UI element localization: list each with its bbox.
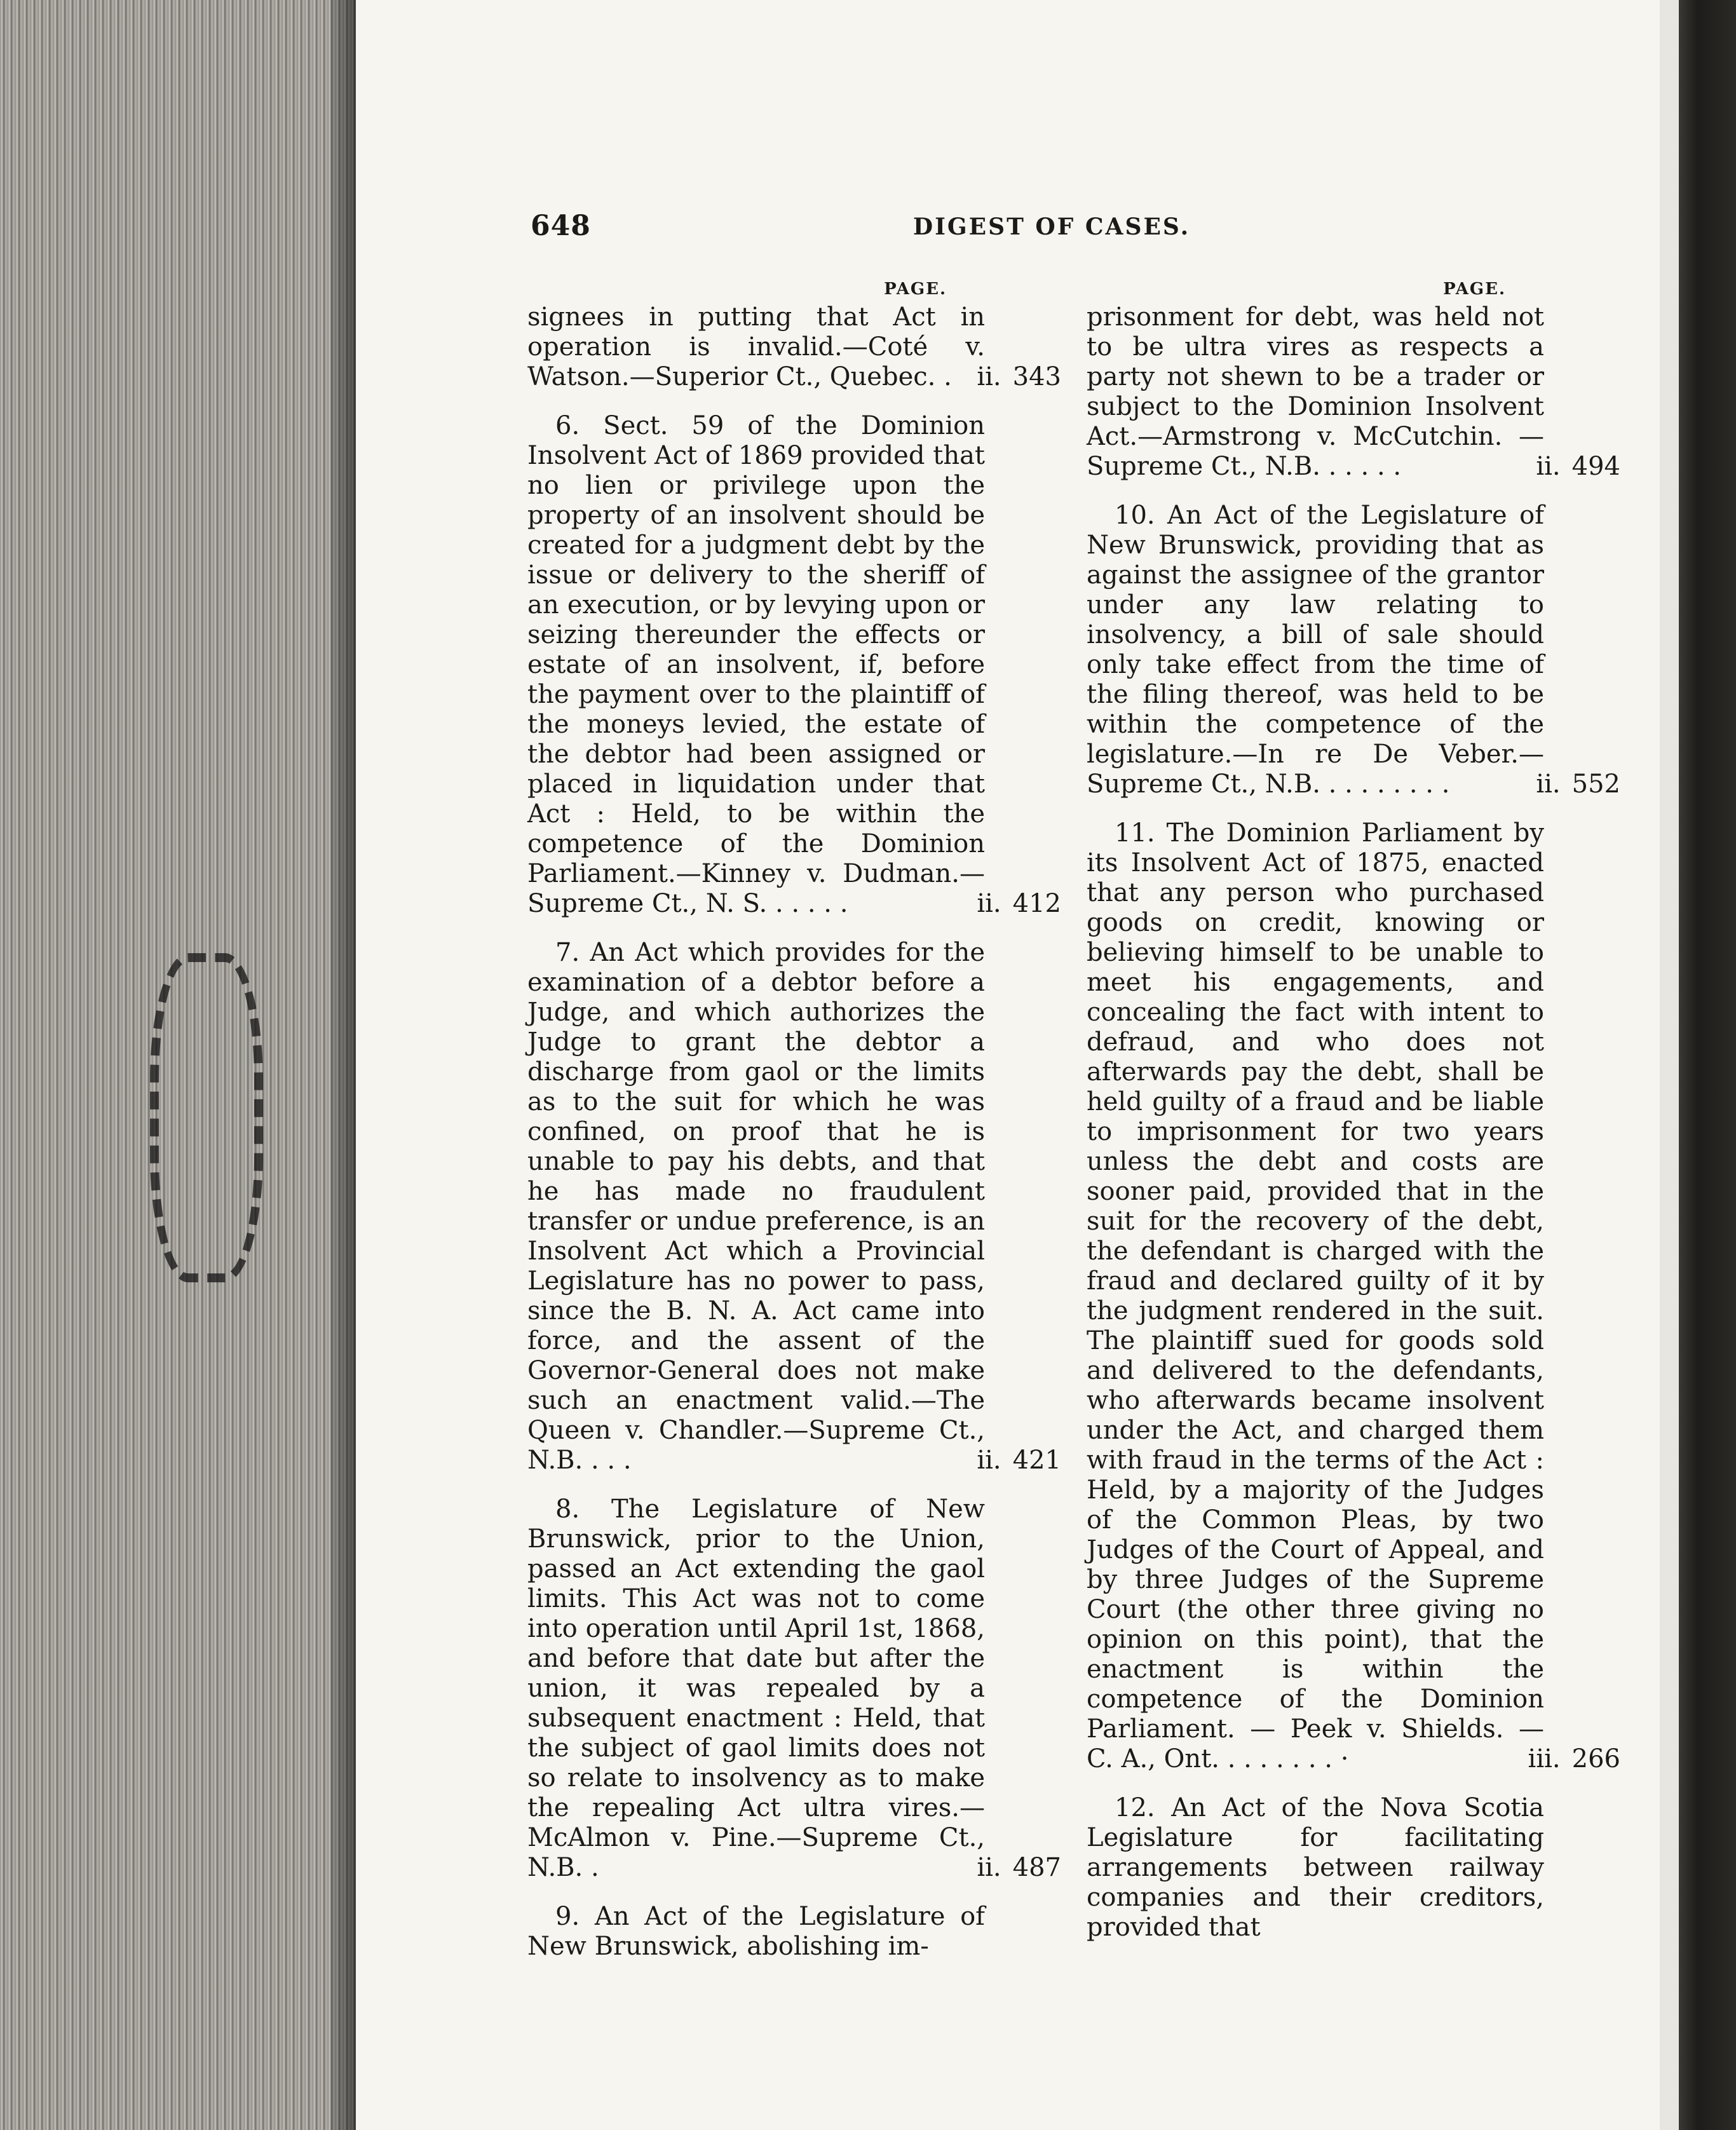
entry-reference [977, 889, 1061, 919]
entry-reference [977, 362, 1061, 392]
digest-entry [1087, 818, 1620, 1774]
entry-text: 9. An Act of the Legislature of New Brunswick, abolishing im- [527, 1902, 985, 1961]
entry-reference [977, 1446, 1061, 1475]
digest-entry [1087, 1793, 1620, 1943]
entry-text: 8. The Legislature of New Brunswick, prior to the Union, passed an Act extending the gaol limits. This Act was not to come into operation until April 1st, 1868, and before that date but after the union, it was repealed by a subsequent enactment : Held, that the subject of gaol limits does not so relate to insolvency as to make the repealing Act ultra vires.—McAlmon v. Pine.—Supreme Ct., N.B. . [527, 1495, 985, 1882]
digest-entry [1087, 302, 1620, 482]
digest-entry [1087, 501, 1620, 799]
page-number: 648 [531, 210, 591, 242]
entry-text: 6. Sect. 59 of the Dominion Insolvent Act of 1869 provided that no lien or privilege upon the property of an insolvent should be created for a judgment debt by the issue or delivery to the sheriff of an execution, or by levying upon or seizing thereunder the effects or estate of an insolvent, if, before the payment over to the plaintiff of the moneys levied, the estate of the debtor had been assigned or placed in liquidation under that Act : Held, to be within the competence of the Dominion Parliament.—Kinney v. Dudman.—Supreme Ct., N. S. . . . . . [527, 411, 985, 918]
running-head: DIGEST OF CASES. [912, 214, 1191, 240]
entry-page: 552 [1571, 770, 1620, 799]
digest-entry [527, 411, 1061, 919]
entry-volume: ii. [977, 1853, 1001, 1882]
entry-page: 487 [1012, 1853, 1061, 1882]
entry-volume: ii. [1536, 452, 1561, 481]
entry-page: 412 [1012, 889, 1061, 918]
page-shadow [1660, 0, 1736, 2130]
entry-text: 10. An Act of the Legislature of New Brunswick, providing that as against the assignee of the grantor under any law relating to insolvency, a bill of sale should only take effect from the time of the filing thereof, was held to be within the competence of the legislature.—In re De Veber.—Supreme Ct., N.B. . . . . . . . . [1087, 501, 1544, 799]
book-edge [0, 0, 356, 2130]
entry-reference [1528, 1744, 1620, 1774]
entry-text: prisonment for debt, was held not to be ultra vires as respects a party not shewn to be a trader or subject to the Dominion Insolvent Act.—Armstrong v. McCutchin. — Supreme Ct., N.B. . . . . . [1087, 302, 1544, 481]
page-header [531, 210, 1598, 248]
entry-volume: iii. [1528, 1744, 1561, 1774]
entry-text: 11. The Dominion Parliament by its Insolvent Act of 1875, enacted that any person who purchased goods on credit, knowing or believing himself to be unable to meet his engagements, and concealing the fact with intent to defraud, and who does not afterwards pay the debt, shall be held guilty of a fraud and be liable to imprisonment for two years unless the debt and costs are sooner paid, provided that in the suit for the recovery of the debt, the defendant is charged with the fraud and declared guilty of it by the judgment rendered in the suit. The plaintiff sued for goods sold and delivered to the defendants, who afterwards became insolvent under the Act, and charged them with fraud in the terms of the Act : Held, by a majority of the Judges of the Common Pleas, by two Judges of the Court of Appeal, and by three Judges of the Supreme Court (the other three giving no opinion on this point), that the enactment is within the competence of the Dominion Parliament. — Peek v. Shields. — C. A., Ont. . . . . . . . · [1087, 818, 1544, 1774]
column-left [527, 280, 1061, 1981]
entry-volume: ii. [977, 1446, 1001, 1475]
entry-page: 494 [1571, 452, 1620, 481]
entry-reference [1536, 770, 1620, 799]
page-column-label: PAGE. [884, 280, 947, 299]
column-right [1087, 280, 1620, 1962]
entry-volume: ii. [1536, 770, 1561, 799]
entry-page: 343 [1012, 362, 1061, 391]
entry-text: signees in putting that Act in operation is invalid.—Coté v. Watson.—Superior Ct., Quebec. . [527, 302, 985, 391]
library-stamp [150, 953, 263, 1282]
entry-page: 266 [1571, 1744, 1620, 1774]
digest-entry [527, 1495, 1061, 1883]
entry-volume: ii. [977, 889, 1001, 918]
entry-page: 421 [1012, 1446, 1061, 1475]
entry-text: 7. An Act which provides for the examination of a debtor before a Judge, and which authorizes the Judge to grant the debtor a discharge from gaol or the limits as to the suit for which he was confined, on proof that he is unable to pay his debts, and that he has made no fraudulent transfer or undue preference, is an Insolvent Act which a Provincial Legislature has no power to pass, since the B. N. A. Act came into force, and the assent of the Governor-General does not make such an enactment valid.—The Queen v. Chandler.—Supreme Ct., N.B. . . . [527, 938, 985, 1475]
entry-reference [1536, 452, 1620, 482]
entry-volume: ii. [977, 362, 1001, 391]
entry-text: 12. An Act of the Nova Scotia Legislature for facilitating arrangements between railway companies and their creditors, provided that [1087, 1793, 1544, 1942]
entry-reference [977, 1853, 1061, 1883]
digest-entry [527, 938, 1061, 1475]
page-column-label: PAGE. [1443, 280, 1506, 299]
digest-entry [527, 1902, 1061, 1962]
digest-entry [527, 302, 1061, 392]
